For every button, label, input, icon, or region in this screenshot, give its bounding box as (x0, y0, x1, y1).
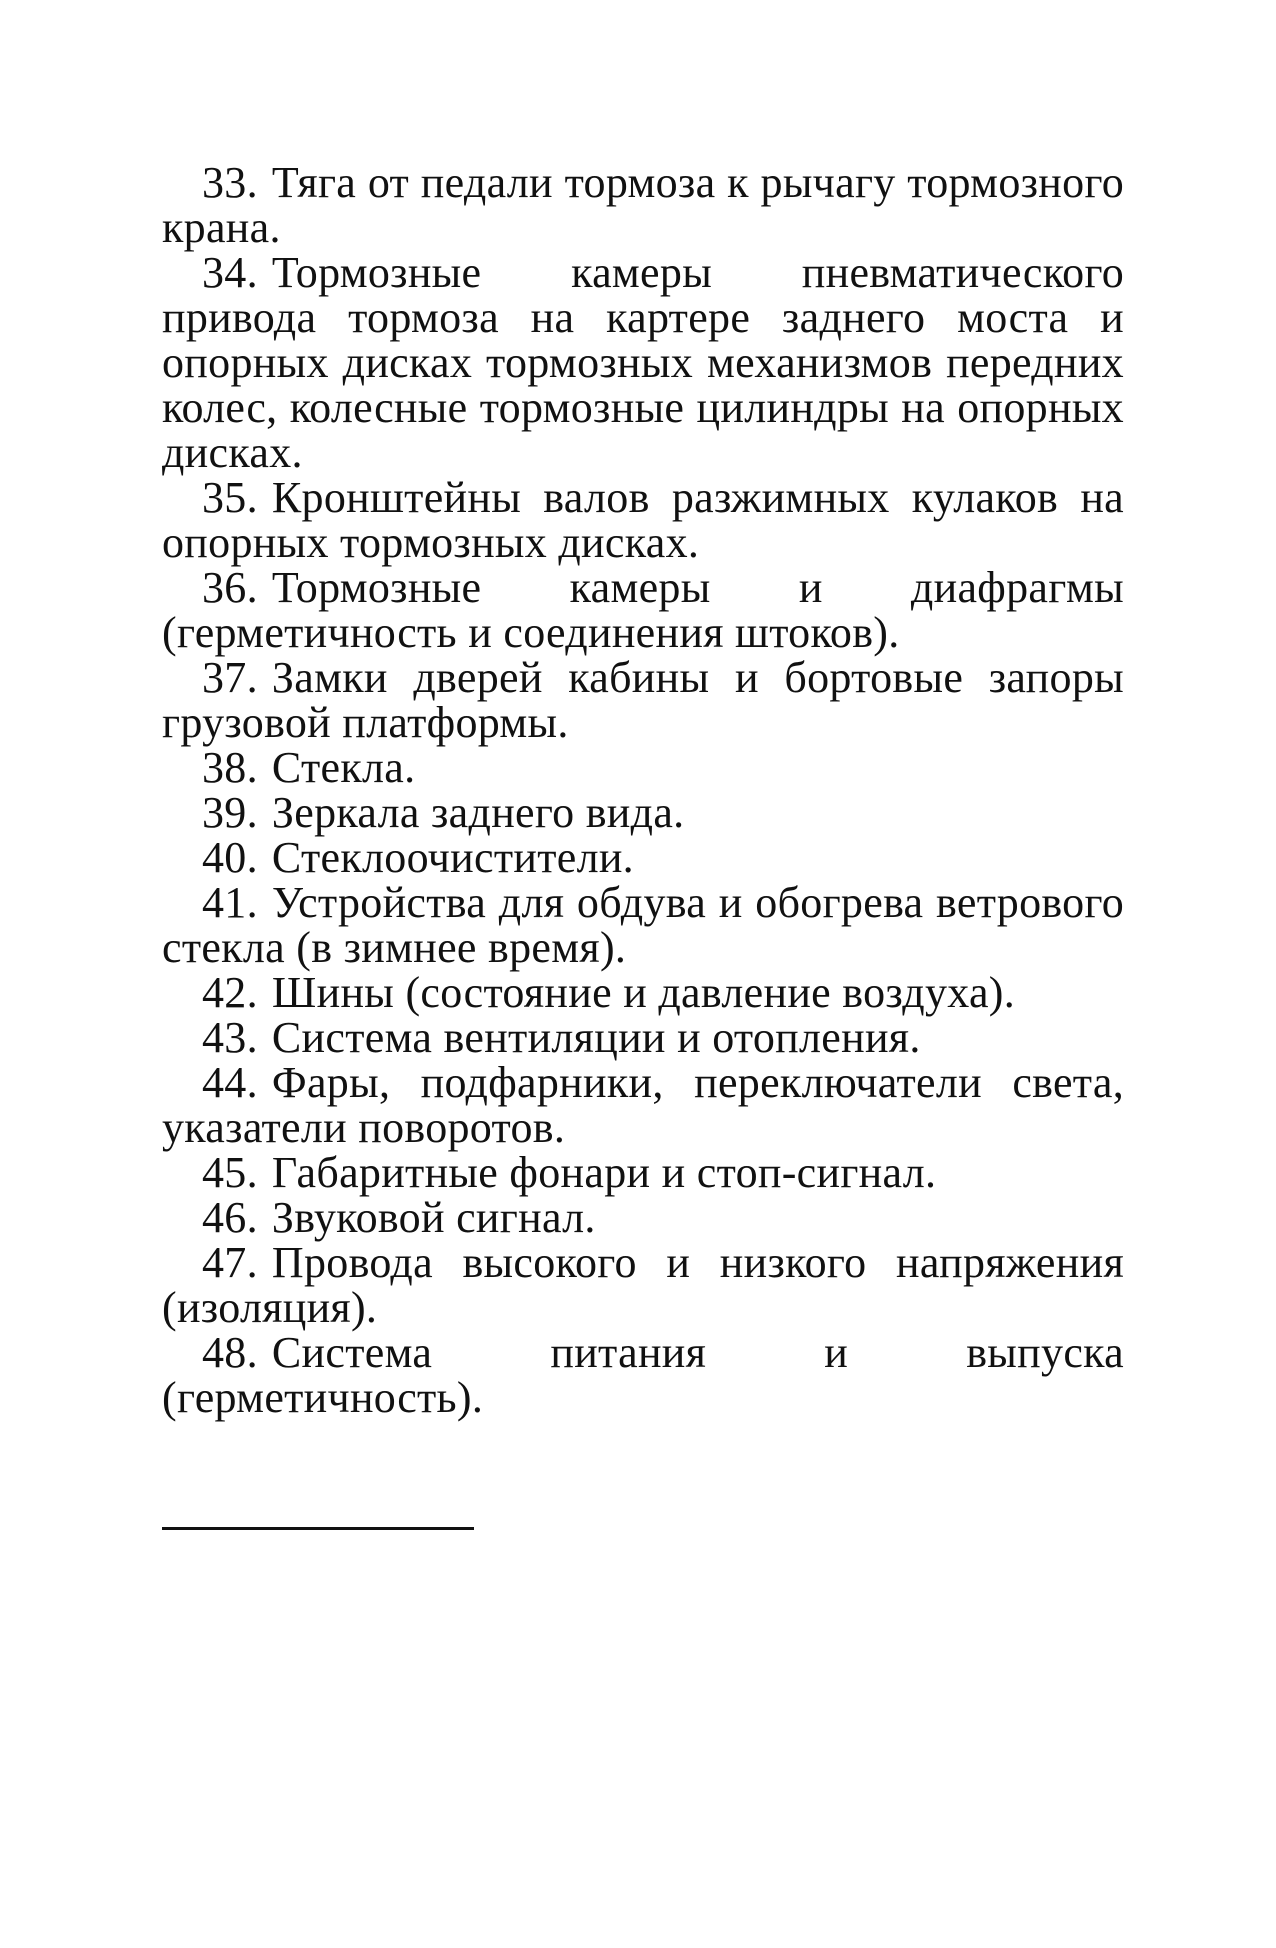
item-number: 46. (202, 1193, 258, 1242)
list-item (162, 655, 1124, 745)
inspection-list (162, 160, 1124, 1420)
item-number: 41. (202, 878, 258, 927)
list-item (162, 250, 1124, 475)
item-number: 42. (202, 968, 258, 1017)
item-text: Устройства для обдува и обогрева ветрового стекла (в зимнее время). (162, 878, 1124, 972)
list-item (162, 1195, 1124, 1240)
list-item (162, 835, 1124, 880)
list-item (162, 880, 1124, 970)
list-item (162, 790, 1124, 835)
list-item (162, 1240, 1124, 1330)
item-text: Стеклоочистители. (271, 833, 634, 882)
item-number: 40. (202, 833, 258, 882)
list-item (162, 745, 1124, 790)
list-item (162, 1330, 1124, 1420)
item-number: 38. (202, 743, 258, 792)
item-text: Габаритные фонари и стоп-сигнал. (271, 1148, 937, 1197)
item-number: 39. (202, 788, 258, 837)
item-text: Система питания и выпуска (герметичность). (162, 1328, 1124, 1422)
item-number: 48. (202, 1328, 258, 1377)
item-number: 43. (202, 1013, 258, 1062)
item-text: Шины (состояние и давление воздуха). (271, 968, 1016, 1017)
item-text: Зеркала заднего вида. (271, 788, 685, 837)
item-text: Провода высокого и низкого напряжения (изоляция). (162, 1238, 1124, 1332)
item-number: 37. (202, 653, 258, 702)
list-item (162, 1060, 1124, 1150)
item-number: 35. (202, 473, 258, 522)
item-text: Тормозные камеры пневматического привода тормоза на картере заднего моста и опорных дисках тормозных механизмов передних колес, колесные тормозные цилиндры на опорных дисках. (162, 248, 1124, 477)
item-number: 34. (202, 248, 258, 297)
item-text: Звуковой сигнал. (271, 1193, 596, 1242)
item-text: Стекла. (271, 743, 416, 792)
item-text: Замки дверей кабины и бортовые запоры грузовой платформы. (162, 653, 1124, 747)
list-item (162, 565, 1124, 655)
list-item (162, 1150, 1124, 1195)
list-item (162, 475, 1124, 565)
item-number: 45. (202, 1148, 258, 1197)
list-item (162, 970, 1124, 1015)
item-number: 36. (202, 563, 258, 612)
item-text: Фары, подфарники, переключатели света, указатели поворотов. (162, 1058, 1124, 1152)
item-number: 44. (202, 1058, 258, 1107)
footnote-divider (162, 1527, 474, 1530)
item-text: Тормозные камеры и диафрагмы (герметичность и соединения штоков). (162, 563, 1124, 657)
item-text: Кронштейны валов разжимных кулаков на опорных тормозных дисках. (162, 473, 1124, 567)
list-item (162, 160, 1124, 250)
item-text: Тяга от педали тормоза к рычагу тормозного крана. (162, 158, 1124, 252)
item-text: Система вентиляции и отопления. (271, 1013, 921, 1062)
list-item (162, 1015, 1124, 1060)
item-number: 33. (202, 158, 258, 207)
item-number: 47. (202, 1238, 258, 1287)
